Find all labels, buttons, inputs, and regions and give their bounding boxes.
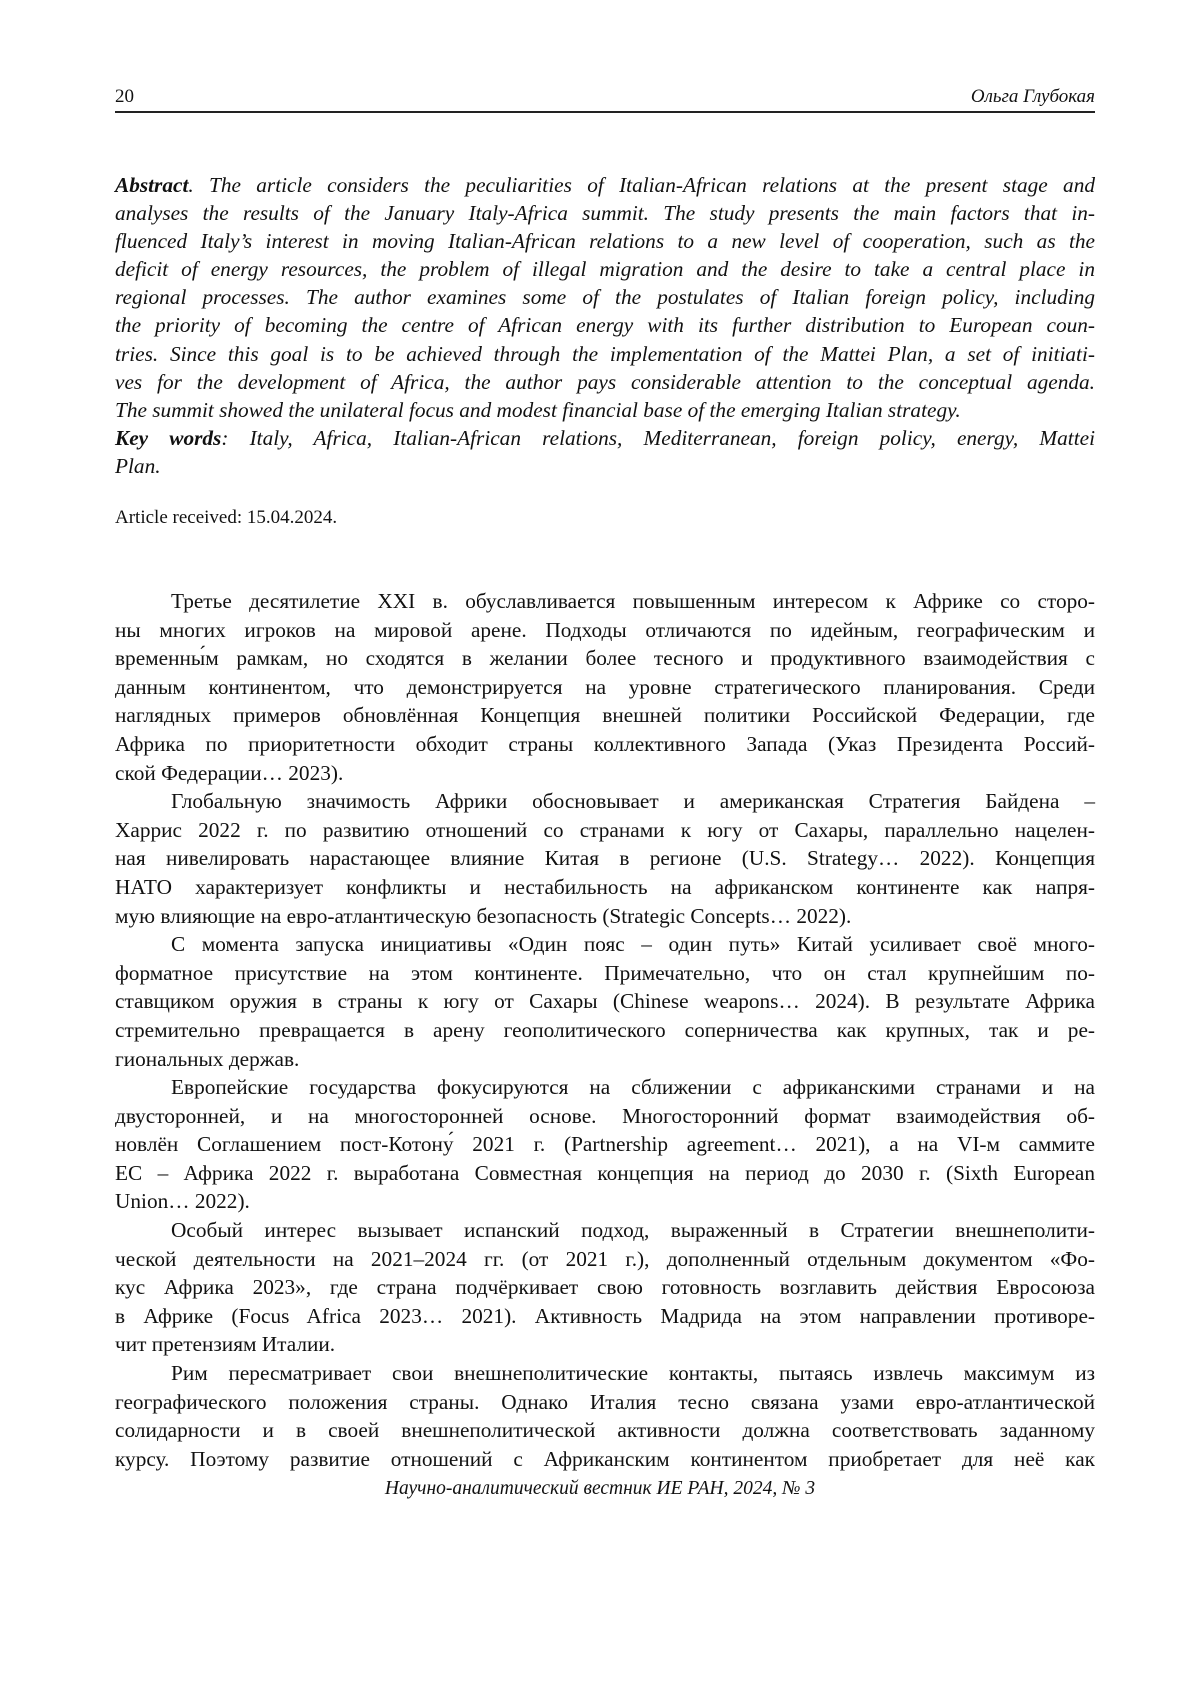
paragraph-first-line: Особый интерес вызывает испанский подход, выраженный в Стратегии внешнеполити- [171, 1218, 1095, 1243]
paragraph-line: ная нивелировать нарастающее влияние Китая в регионе (U.S. Strategy… 2022). Концепция [115, 846, 1095, 871]
page-number: 20 [115, 86, 134, 107]
paragraph-line: ны многих игроков на мировой арене. Подходы отличаются по идейным, географическим и [115, 617, 1095, 642]
abstract-label: Abstract [115, 173, 189, 197]
abstract-line: tries. Since this goal is to be achieved through the implementation of the Mattei Plan, a set of initiati- [115, 341, 1095, 366]
abstract-line: deficit of energy resources, the problem of illegal migration and the desire to take a central place in [115, 257, 1095, 282]
abstract-line: ves for the development of Africa, the author pays considerable attention to the conceptual agenda. [115, 369, 1095, 394]
journal-footer: Научно-аналитический вестник ИЕ РАН, 2024, № 3 [384, 1478, 816, 1499]
paragraph-line: ставщиком оружия в страны к югу от Сахары (Chinese weapons… 2024). В результате Африка [115, 989, 1095, 1014]
paragraph-line: Харрис 2022 г. по развитию отношений со странами к югу от Сахары, параллельно нацелен- [115, 817, 1095, 842]
paragraph-line: новлён Соглашением пост-Котону́ 2021 г. (Partnership agreement… 2021), а на VI-м саммите [115, 1132, 1095, 1157]
article-received-date: Article received: 15.04.2024. [115, 507, 338, 528]
paragraph-line: гиональных держав. [115, 1046, 300, 1071]
paragraph-line: чит претензиям Италии. [115, 1332, 336, 1357]
paragraph-first-line: С момента запуска инициативы «Один пояс – один путь» Китай усиливает своё много- [171, 932, 1095, 957]
running-header [115, 86, 1095, 112]
paragraph-first-line: Рим пересматривает свои внешнеполитические контакты, пытаясь извлечь максимум из [171, 1361, 1095, 1386]
article-body [115, 587, 1095, 1473]
paragraph-line: форматное присутствие на этом континенте. Примечательно, что он стал крупнейшим по- [115, 960, 1095, 985]
paragraph-first-line: Третье десятилетие XXI в. обуславливается повышенным интересом к Африке со сторо- [171, 589, 1095, 613]
keywords-label: Key words [115, 425, 222, 450]
paragraph-line: стремительно превращается в арену геополитического соперничества как крупных, так и ре- [115, 1017, 1095, 1042]
paragraph-line: данным континентом, что демонстрируется на уровне стратегического планирования. Среди [115, 674, 1095, 699]
paragraph-line: курсу. Поэтому развитие отношений с Африканским континентом приобретает для неё как [115, 1446, 1095, 1471]
abstract-line: fluenced Italy’s interest in moving Italian-African relations to a new level of cooperation, such as the [115, 229, 1095, 254]
paragraph-line: географического положения страны. Однако Италия тесно связана узами евро-атлантической [115, 1389, 1095, 1414]
paragraph-first-line: Европейские государства фокусируются на сближении с африканскими странами и на [171, 1075, 1095, 1100]
paragraph-line: наглядных примеров обновлённая Концепция внешней политики Российской Федерации, где [115, 703, 1095, 728]
abstract-line: Abstract. The article considers the peculiarities of Italian-African relations at the present stage and [115, 173, 1095, 197]
paragraph-line: в Африке (Focus Africa 2023… 2021). Активность Мадрида на этом направлении противоре- [115, 1303, 1095, 1328]
header-rule [115, 111, 1095, 113]
paragraph-line: НАТО характеризует конфликты и нестабильность на африканском континенте как напря- [115, 874, 1095, 899]
paragraph-line: ческой деятельности на 2021–2024 гг. (от 2021 г.), дополненный отдельным документом «Фо- [115, 1246, 1095, 1271]
running-author: Ольга Глубокая [970, 86, 1095, 107]
paragraph-line: ЕС – Африка 2022 г. выработана Совместная концепция на период до 2030 г. (Sixth European [115, 1160, 1095, 1185]
abstract-line: regional processes. The author examines some of the postulates of Italian foreign policy, including [115, 285, 1095, 310]
keywords-line: Key words: Italy, Africa, Italian-African relations, Mediterranean, foreign policy, energy, Mattei [115, 425, 1095, 450]
abstract-block [115, 171, 1095, 480]
paragraph-line: временны́м рамкам, но сходятся в желании более тесного и продуктивного взаимодействия с [115, 646, 1095, 671]
paragraph-line: двусторонней, и на многосторонней основе. Многосторонний формат взаимодействия об- [115, 1103, 1095, 1128]
paragraph-line: Union… 2022). [115, 1189, 250, 1214]
abstract-line: analyses the results of the January Italy-Africa summit. The study presents the main factors that in- [115, 201, 1095, 226]
keywords-line: Plan. [115, 453, 161, 478]
paragraph-line: ской Федерации… 2023). [115, 760, 344, 785]
paragraph-line: мую влияющие на евро-атлантическую безопасность (Strategic Concepts… 2022). [115, 903, 852, 928]
abstract-line: The summit showed the unilateral focus and modest financial base of the emerging Italian strategy. [115, 397, 961, 422]
paragraph-line: кус Африка 2023», где страна подчёркивает свою готовность возглавить действия Евросоюза [115, 1275, 1095, 1300]
abstract-line: the priority of becoming the centre of African energy with its further distribution to European coun- [115, 313, 1095, 338]
paragraph-line: солидарности и в своей внешнеполитической активности должна соответствовать заданному [115, 1418, 1095, 1443]
paragraph-first-line: Глобальную значимость Африки обосновывает и американская Стратегия Байдена – [171, 789, 1095, 814]
paragraph-line: Африка по приоритетности обходит страны коллективного Запада (Указ Президента Россий- [115, 731, 1095, 756]
